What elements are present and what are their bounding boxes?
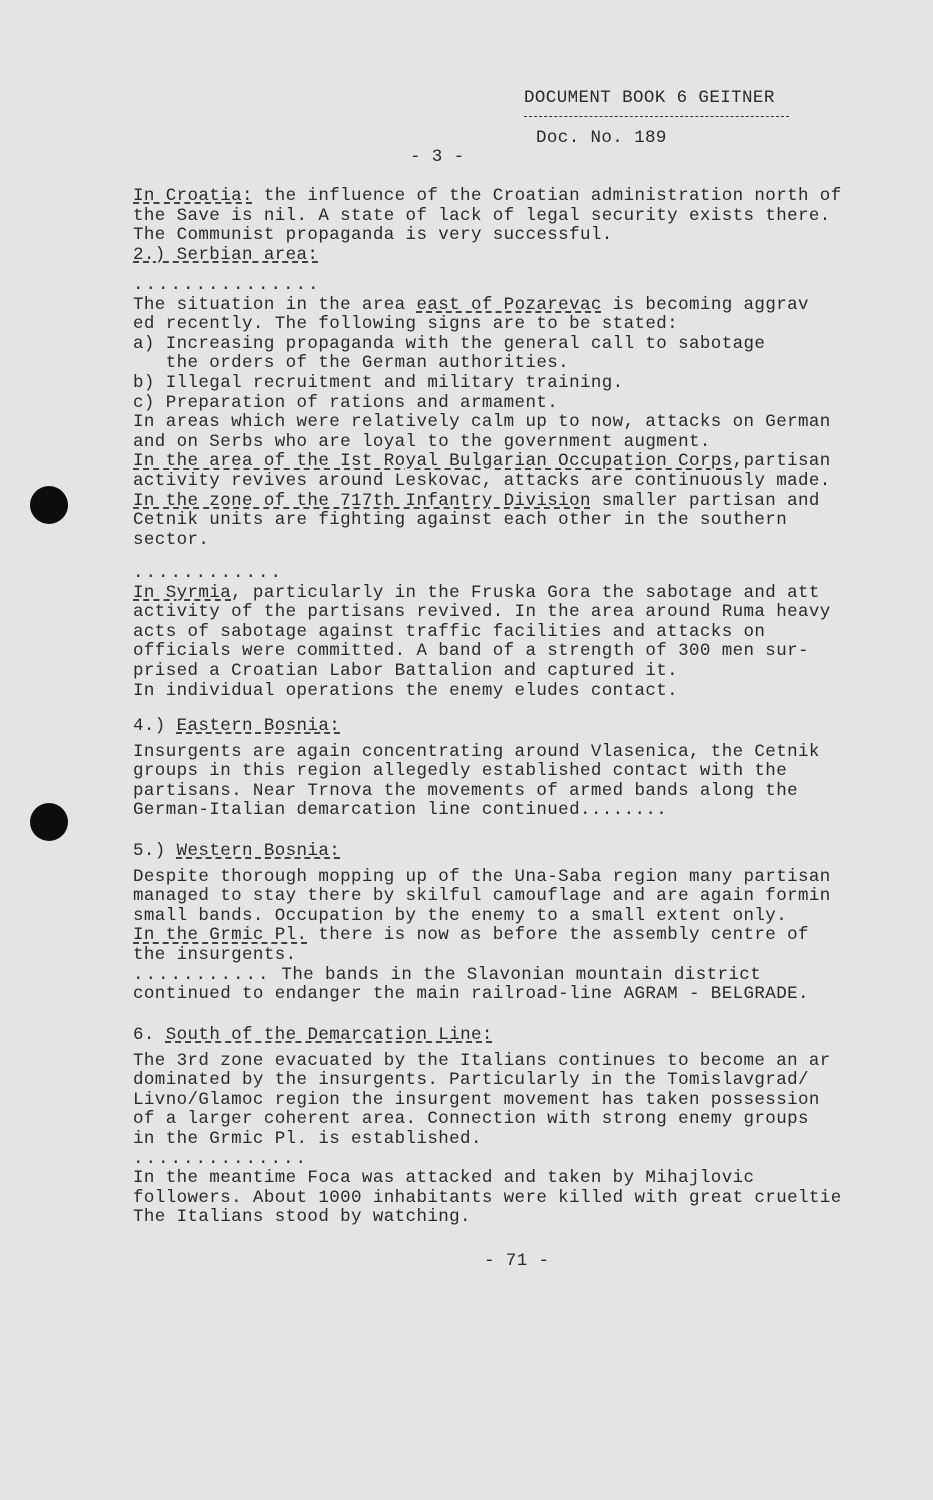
page-marker: - 3 - — [410, 147, 465, 167]
punch-hole-upper — [30, 486, 68, 524]
croatia-section: In Croatia: the influence of the Croatian administration north of the Save is nil. A state of lack of legal security exists there. The Communist propaganda is very successful. 2.) Serbian area: — [133, 186, 842, 265]
syrmia-section: ............ In Syrmia, particularly in the Fruska Gora the sabotage and att activity of the partisans revived. In the area around Ruma heavy acts of sabotage against traffic facilities and attacks on officials were committed. A band of a strength of 300 men sur- prised a Croatian Labor Battalion and captured it. In individual operations the enemy eludes contact. — [133, 563, 831, 701]
south-demarcation-section: 6. South of the Demarcation Line: The 3rd zone evacuated by the Italians continues to become an ar dominated by the insurgents. Particularly in the Tomislavgrad/ Livno/Glamoc region the insurgent movement has taken possession of a larger coherent area. Connection with strong enemy groups in the Grmic Pl. is established. .............. In the meantime Foca was attacked and taken by Mihajlovic followers. About 1000 inhabitants were killed with great crueltie The Italians stood by watching. — [133, 1025, 842, 1228]
serbian-section: ............... The situation in the area east of Pozarevac is becoming aggrav ed recently. The following signs are to be stated: a) Increasing propaganda with the general call to sabotage the orders of the German authorities. b) Illegal recruitment and military training. c) Preparation of rations and armament. In areas which were relatively calm up to now, attacks on German and on Serbs who are loyal to the government augment. In the area of the Ist Royal Bulgarian Occupation Corps,partisan activity revives around Leskovac, attacks are continuously made. In the zone of the 717th Infantry Division smaller partisan and Cetnik units are fighting against each other in the southern sector. — [133, 275, 831, 550]
punch-hole-lower — [30, 803, 68, 841]
document-book-title: DOCUMENT BOOK 6 GEITNER — [524, 88, 775, 108]
western-bosnia-heading: Western Bosnia: — [176, 841, 341, 861]
eastern-bosnia-section: 4.) Eastern Bosnia: Insurgents are again concentrating around Vlasenica, the Cetnik groups in this region allegedly established contact with the partisans. Near Trnova the movements of armed bands along the German-Italian demarcation line continued........ — [133, 716, 820, 821]
serbian-heading: 2.) Serbian area: — [133, 244, 319, 265]
western-bosnia-section: 5.) Western Bosnia: Despite thorough mopping up of the Una-Saba region many partisan managed to stay there by skilful camouflage and are again formin small bands. Occupation by the enemy to a small extent only. In the Grmic Pl. there is now as before the assembly centre of the insurgents. ........... The bands in the Slavonian mountain district continued to endanger the main railroad-line AGRAM - BELGRADE. — [133, 841, 831, 1005]
page-number: - 71 - — [484, 1251, 550, 1271]
croatia-lead: In Croatia: — [133, 186, 253, 206]
header-rule — [524, 116, 789, 117]
eastern-bosnia-heading: Eastern Bosnia: — [176, 716, 341, 736]
south-demarcation-heading: South of the Demarcation Line: — [165, 1025, 493, 1045]
document-number: Doc. No. 189 — [536, 128, 667, 148]
